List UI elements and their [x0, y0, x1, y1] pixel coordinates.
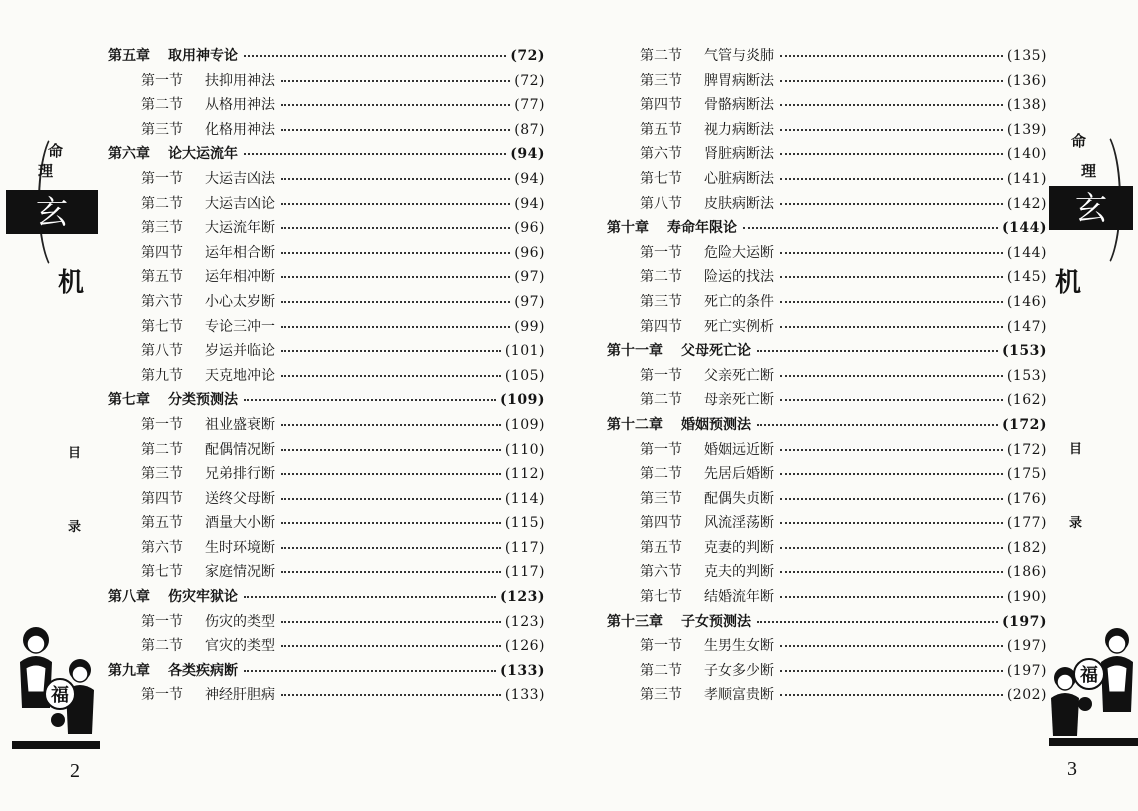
toc-entry-number: 第六章 — [108, 146, 150, 163]
dot-leader — [780, 127, 1003, 131]
dot-leader — [281, 274, 510, 278]
toc-chapter-row — [607, 610, 1047, 635]
toc-entry-page: (172) — [1006, 441, 1047, 458]
toc-entry-title: 从格用神法 — [205, 97, 275, 114]
toc-entry-number: 第三节 — [640, 293, 682, 310]
dot-leader — [780, 324, 1003, 328]
toc-entry-title: 骨骼病断法 — [704, 97, 774, 114]
toc-entry-number: 第二节 — [141, 441, 183, 458]
toc-entry-number: 第一节 — [640, 244, 682, 261]
toc-entry-number: 第一节 — [640, 441, 682, 458]
toc-section-row — [108, 69, 545, 94]
toc-entry-page: (72) — [514, 72, 545, 89]
toc-entry-number: 第五节 — [141, 269, 183, 286]
toc-entry-title: 大运吉凶论 — [205, 195, 275, 212]
toc-entry-number: 第四节 — [141, 244, 183, 261]
toc-entry-page: (96) — [514, 244, 545, 261]
dot-leader — [780, 201, 1003, 205]
dot-leader — [780, 668, 1003, 672]
toc-entry-page: (182) — [1006, 539, 1047, 556]
toc-chapter-row — [108, 44, 545, 69]
toc-entry-number: 第一节 — [141, 170, 183, 187]
toc-entry-number: 第八节 — [640, 195, 682, 212]
toc-entry-title: 死亡的条件 — [704, 293, 774, 310]
toc-section-row — [607, 388, 1047, 413]
toc-entry-number: 第八节 — [141, 343, 183, 360]
dot-leader — [281, 176, 510, 180]
toc-section-row — [108, 634, 545, 659]
toc-entry-number: 第五章 — [108, 48, 150, 64]
dot-leader — [281, 324, 510, 328]
toc-chapter-row — [607, 413, 1047, 438]
folk-children-illustration — [10, 612, 102, 740]
toc-section-row — [607, 364, 1047, 389]
right-page — [569, 0, 1138, 811]
toc-entry-number: 第八章 — [108, 589, 150, 606]
toc-entry-number: 第六节 — [640, 564, 682, 581]
toc-section-row — [108, 216, 545, 241]
brand-char-top: 命 — [48, 142, 64, 160]
toc-chapter-row — [108, 659, 545, 684]
toc-entry-title: 扶抑用神法 — [205, 72, 275, 89]
toc-entry-title: 取用神专论 — [168, 48, 238, 64]
toc-entry-page: (126) — [504, 638, 545, 655]
folk-fu-char: 福 — [51, 685, 69, 706]
toc-entry-page: (146) — [1006, 293, 1047, 310]
toc-entry-page: (135) — [1006, 48, 1047, 64]
toc-entry-page: (123) — [504, 613, 545, 630]
toc-entry-page: (197) — [1002, 613, 1047, 630]
dot-leader — [281, 545, 501, 549]
toc-entry-number: 第三节 — [640, 72, 682, 89]
toc-section-row — [607, 487, 1047, 512]
toc-section-row — [607, 167, 1047, 192]
toc-section-row — [607, 69, 1047, 94]
toc-entry-page: (109) — [504, 416, 545, 433]
toc-entry-page: (77) — [514, 97, 545, 114]
toc-entry-page: (144) — [1006, 244, 1047, 261]
toc-entry-title: 伤灾牢狱论 — [168, 589, 238, 606]
toc-entry-title: 配偶失贞断 — [704, 490, 774, 507]
toc-section-row — [607, 290, 1047, 315]
dot-leader — [780, 496, 1003, 500]
dot-leader — [780, 643, 1003, 647]
toc-entry-number: 第一节 — [141, 687, 183, 704]
toc-entry-title: 各类疾病断 — [168, 662, 238, 679]
dot-leader — [780, 692, 1003, 696]
toc-section-row — [108, 118, 545, 143]
folk-children-illustration — [1045, 616, 1135, 740]
toc-section-row — [108, 487, 545, 512]
toc-entry-number: 第五节 — [640, 539, 682, 556]
toc-chapter-row — [607, 216, 1047, 241]
dot-leader — [244, 53, 506, 57]
toc-entry-page: (117) — [504, 539, 545, 556]
toc-entry-page: (145) — [1006, 269, 1047, 286]
toc-entry-title: 酒量大小断 — [205, 515, 275, 532]
toc-entry-title: 伤灾的类型 — [205, 613, 275, 630]
toc-section-row — [607, 659, 1047, 684]
dot-leader — [281, 299, 510, 303]
dot-leader — [281, 102, 510, 106]
toc-entry-title: 专论三冲一 — [205, 318, 275, 335]
toc-entry-title: 皮肤病断法 — [704, 195, 774, 212]
toc-entry-title: 险运的找法 — [704, 269, 774, 286]
toc-entry-title: 家庭情况断 — [205, 564, 275, 581]
toc-entry-number: 第九节 — [141, 367, 183, 384]
toc-entry-number: 第五节 — [141, 515, 183, 532]
toc-entry-page: (101) — [504, 343, 545, 360]
toc-entry-page: (112) — [504, 466, 545, 483]
toc-entry-title: 大运流年断 — [205, 220, 275, 237]
toc-entry-number: 第七章 — [108, 392, 150, 409]
dot-leader — [281, 643, 501, 647]
toc-entry-title: 天克地冲论 — [205, 367, 275, 384]
toc-entry-page: (117) — [504, 564, 545, 581]
toc-entry-number: 第二节 — [640, 466, 682, 483]
dot-leader — [281, 225, 510, 229]
dot-leader — [780, 274, 1003, 278]
toc-entry-page: (72) — [510, 48, 545, 64]
dot-leader — [780, 78, 1003, 82]
toc-entry-title: 克妻的判断 — [704, 539, 774, 556]
toc-entry-page: (105) — [504, 367, 545, 384]
table-of-contents — [108, 44, 545, 708]
toc-entry-number: 第二节 — [141, 97, 183, 114]
toc-entry-number: 第六节 — [141, 293, 183, 310]
brand-block-char: 玄 — [1074, 189, 1107, 227]
toc-entry-number: 第七节 — [640, 589, 682, 606]
toc-entry-page: (142) — [1006, 195, 1047, 212]
toc-entry-number: 第十章 — [607, 220, 649, 237]
toc-section-row — [607, 192, 1047, 217]
toc-entry-title: 视力病断法 — [704, 121, 774, 138]
toc-section-row — [108, 265, 545, 290]
brand-block-char: 玄 — [35, 193, 68, 231]
toc-chapter-row — [108, 388, 545, 413]
toc-entry-number: 第二节 — [640, 48, 682, 64]
toc-section-row — [607, 511, 1047, 536]
dot-leader — [780, 520, 1003, 524]
toc-entry-title: 婚姻远近断 — [704, 441, 774, 458]
toc-entry-title: 婚姻预测法 — [681, 416, 751, 433]
toc-entry-page: (110) — [504, 441, 545, 458]
toc-entry-page: (115) — [504, 515, 545, 532]
toc-entry-number: 第七节 — [141, 564, 183, 581]
dot-leader — [780, 594, 1003, 598]
toc-entry-number: 第四节 — [141, 490, 183, 507]
toc-section-row — [108, 413, 545, 438]
toc-section-row — [607, 560, 1047, 585]
toc-chapter-row — [607, 339, 1047, 364]
toc-entry-number: 第十一章 — [607, 343, 663, 360]
toc-entry-page: (87) — [514, 121, 545, 138]
toc-entry-number: 第四节 — [640, 318, 682, 335]
dot-leader — [281, 422, 501, 426]
dot-leader — [244, 594, 496, 598]
mulu-char-2: 录 — [1069, 516, 1083, 531]
toc-entry-title: 脾胃病断法 — [704, 72, 774, 89]
brand-char-top: 命 — [1071, 132, 1087, 150]
toc-entry-number: 第四节 — [640, 97, 682, 114]
dot-leader — [780, 102, 1003, 106]
toc-section-row — [108, 560, 545, 585]
toc-entry-title: 论大运流年 — [168, 146, 238, 163]
toc-entry-title: 运年相合断 — [205, 244, 275, 261]
toc-entry-page: (136) — [1006, 72, 1047, 89]
toc-section-row — [108, 241, 545, 266]
page-number: 3 — [1067, 758, 1077, 780]
mulu-char-1: 目 — [68, 446, 82, 461]
dot-leader — [780, 447, 1003, 451]
toc-entry-number: 第一节 — [141, 72, 183, 89]
toc-entry-title: 分类预测法 — [168, 392, 238, 409]
mulu-char-2: 录 — [68, 520, 82, 535]
toc-section-row — [607, 118, 1047, 143]
toc-entry-title: 子女预测法 — [681, 613, 751, 630]
toc-entry-page: (94) — [514, 195, 545, 212]
toc-entry-page: (141) — [1006, 170, 1047, 187]
dot-leader — [743, 225, 998, 229]
toc-entry-title: 运年相冲断 — [205, 269, 275, 286]
toc-entry-title: 送终父母断 — [205, 490, 275, 507]
side-decoration — [1049, 0, 1138, 811]
toc-entry-title: 风流淫荡断 — [704, 515, 774, 532]
dot-leader — [281, 619, 501, 623]
toc-section-row — [108, 610, 545, 635]
toc-entry-page: (99) — [514, 318, 545, 335]
dot-leader — [780, 397, 1003, 401]
dot-leader — [281, 348, 501, 352]
toc-entry-number: 第七节 — [640, 170, 682, 187]
toc-entry-number: 第三节 — [141, 220, 183, 237]
toc-section-row — [108, 93, 545, 118]
toc-entry-title: 化格用神法 — [205, 121, 275, 138]
toc-entry-title: 子女多少断 — [704, 662, 774, 679]
dot-leader — [244, 151, 506, 155]
dot-leader — [757, 348, 998, 352]
toc-entry-page: (97) — [514, 293, 545, 310]
toc-entry-title: 小心太岁断 — [205, 293, 275, 310]
toc-entry-title: 父母死亡论 — [681, 343, 751, 360]
toc-entry-page: (202) — [1006, 687, 1047, 704]
footer-bar — [12, 741, 100, 749]
toc-section-row — [108, 683, 545, 708]
toc-entry-page: (94) — [514, 170, 545, 187]
toc-entry-page: (197) — [1006, 662, 1047, 679]
toc-entry-number: 第一节 — [640, 367, 682, 384]
toc-section-row — [108, 339, 545, 364]
dot-leader — [244, 397, 496, 401]
toc-entry-page: (147) — [1006, 318, 1047, 335]
toc-entry-number: 第三节 — [640, 490, 682, 507]
brand-block — [6, 190, 98, 234]
toc-entry-number: 第九章 — [108, 662, 150, 679]
toc-entry-title: 气管与炎肺 — [704, 48, 774, 64]
toc-section-row — [607, 634, 1047, 659]
toc-entry-number: 第二节 — [640, 269, 682, 286]
dot-leader — [757, 422, 998, 426]
brand-char-mid: 理 — [38, 162, 54, 180]
toc-entry-number: 第三节 — [141, 121, 183, 138]
dot-leader — [244, 668, 496, 672]
toc-entry-page: (97) — [514, 269, 545, 286]
toc-entry-title: 祖业盛衰断 — [205, 416, 275, 433]
dot-leader — [780, 53, 1003, 57]
toc-entry-page: (140) — [1006, 146, 1047, 163]
toc-entry-title: 母亲死亡断 — [704, 392, 774, 409]
toc-entry-page: (175) — [1006, 466, 1047, 483]
toc-entry-number: 第二节 — [640, 392, 682, 409]
toc-entry-page: (114) — [504, 490, 545, 507]
page-number: 2 — [70, 760, 80, 782]
toc-entry-title: 兄弟排行断 — [205, 466, 275, 483]
toc-entry-page: (133) — [504, 687, 545, 704]
toc-entry-title: 大运吉凶法 — [205, 170, 275, 187]
table-of-contents — [607, 44, 1047, 708]
dot-leader — [780, 151, 1003, 155]
toc-section-row — [607, 536, 1047, 561]
toc-entry-page: (96) — [514, 220, 545, 237]
brand-char-mid: 理 — [1081, 162, 1097, 180]
dot-leader — [281, 496, 501, 500]
toc-entry-page: (172) — [1002, 416, 1047, 433]
toc-entry-title: 心脏病断法 — [704, 170, 774, 187]
toc-entry-page: (94) — [510, 146, 545, 163]
toc-entry-page: (153) — [1006, 367, 1047, 384]
toc-entry-title: 父亲死亡断 — [704, 367, 774, 384]
toc-section-row — [607, 241, 1047, 266]
toc-entry-number: 第四节 — [640, 515, 682, 532]
toc-section-row — [108, 315, 545, 340]
toc-section-row — [108, 462, 545, 487]
toc-entry-title: 结婚流年断 — [704, 589, 774, 606]
dot-leader — [281, 692, 501, 696]
toc-section-row — [108, 364, 545, 389]
toc-entry-page: (109) — [500, 392, 545, 409]
dot-leader — [281, 373, 501, 377]
dot-leader — [281, 569, 501, 573]
toc-entry-number: 第一节 — [141, 416, 183, 433]
toc-entry-number: 第一节 — [640, 638, 682, 655]
toc-entry-title: 死亡实例析 — [704, 318, 774, 335]
dot-leader — [757, 619, 998, 623]
toc-entry-number: 第十二章 — [607, 416, 663, 433]
toc-entry-number: 第五节 — [640, 121, 682, 138]
side-decoration — [0, 0, 100, 811]
mulu-char-1: 目 — [1069, 442, 1083, 457]
toc-section-row — [607, 44, 1047, 69]
toc-entry-title: 神经肝胆病 — [205, 687, 275, 704]
toc-entry-number: 第二节 — [141, 195, 183, 212]
toc-entry-title: 配偶情况断 — [205, 441, 275, 458]
toc-entry-title: 生男生女断 — [704, 638, 774, 655]
toc-entry-title: 孝顺富贵断 — [704, 687, 774, 704]
toc-entry-page: (197) — [1006, 638, 1047, 655]
toc-entry-title: 肾脏病断法 — [704, 146, 774, 163]
toc-entry-number: 第十三章 — [607, 613, 663, 630]
toc-section-row — [108, 192, 545, 217]
toc-entry-number: 第六节 — [640, 146, 682, 163]
toc-entry-number: 第一节 — [141, 613, 183, 630]
toc-entry-number: 第六节 — [141, 539, 183, 556]
toc-section-row — [607, 438, 1047, 463]
toc-entry-page: (123) — [500, 589, 545, 606]
toc-section-row — [607, 462, 1047, 487]
dot-leader — [281, 127, 510, 131]
dot-leader — [281, 447, 501, 451]
toc-entry-number: 第七节 — [141, 318, 183, 335]
dot-leader — [281, 250, 510, 254]
toc-entry-title: 先居后婚断 — [704, 466, 774, 483]
brand-char-bottom: 机 — [58, 268, 85, 298]
toc-section-row — [108, 536, 545, 561]
toc-entry-title: 危险大运断 — [704, 244, 774, 261]
toc-entry-page: (186) — [1006, 564, 1047, 581]
brand-char-bottom: 机 — [1055, 268, 1082, 298]
toc-entry-title: 岁运并临论 — [205, 343, 275, 360]
toc-entry-page: (190) — [1006, 589, 1047, 606]
toc-section-row — [108, 438, 545, 463]
toc-entry-number: 第三节 — [141, 466, 183, 483]
dot-leader — [281, 520, 501, 524]
toc-entry-title: 寿命年限论 — [667, 220, 737, 237]
dot-leader — [780, 545, 1003, 549]
toc-section-row — [108, 167, 545, 192]
dot-leader — [780, 250, 1003, 254]
dot-leader — [780, 373, 1003, 377]
toc-entry-page: (144) — [1002, 220, 1047, 237]
dot-leader — [780, 569, 1003, 573]
toc-entry-page: (133) — [500, 662, 545, 679]
brand-block — [1049, 186, 1133, 230]
toc-entry-page: (176) — [1006, 490, 1047, 507]
dot-leader — [281, 471, 501, 475]
footer-bar — [1049, 738, 1138, 746]
toc-chapter-row — [108, 585, 545, 610]
dot-leader — [780, 176, 1003, 180]
dot-leader — [281, 201, 510, 205]
folk-fu-char: 福 — [1080, 665, 1098, 686]
toc-entry-page: (138) — [1006, 97, 1047, 114]
toc-section-row — [607, 93, 1047, 118]
toc-entry-title: 克夫的判断 — [704, 564, 774, 581]
toc-section-row — [607, 683, 1047, 708]
toc-section-row — [607, 265, 1047, 290]
toc-section-row — [607, 315, 1047, 340]
toc-chapter-row — [108, 142, 545, 167]
toc-entry-page: (153) — [1002, 343, 1047, 360]
dot-leader — [281, 78, 510, 82]
toc-section-row — [108, 290, 545, 315]
toc-section-row — [108, 511, 545, 536]
toc-entry-number: 第二节 — [141, 638, 183, 655]
toc-entry-number: 第二节 — [640, 662, 682, 679]
toc-entry-page: (162) — [1006, 392, 1047, 409]
toc-section-row — [607, 585, 1047, 610]
dot-leader — [780, 471, 1003, 475]
toc-section-row — [607, 142, 1047, 167]
toc-entry-number: 第三节 — [640, 687, 682, 704]
toc-entry-title: 生时环境断 — [205, 539, 275, 556]
toc-entry-page: (177) — [1006, 515, 1047, 532]
toc-entry-page: (139) — [1006, 121, 1047, 138]
dot-leader — [780, 299, 1003, 303]
toc-entry-title: 官灾的类型 — [205, 638, 275, 655]
